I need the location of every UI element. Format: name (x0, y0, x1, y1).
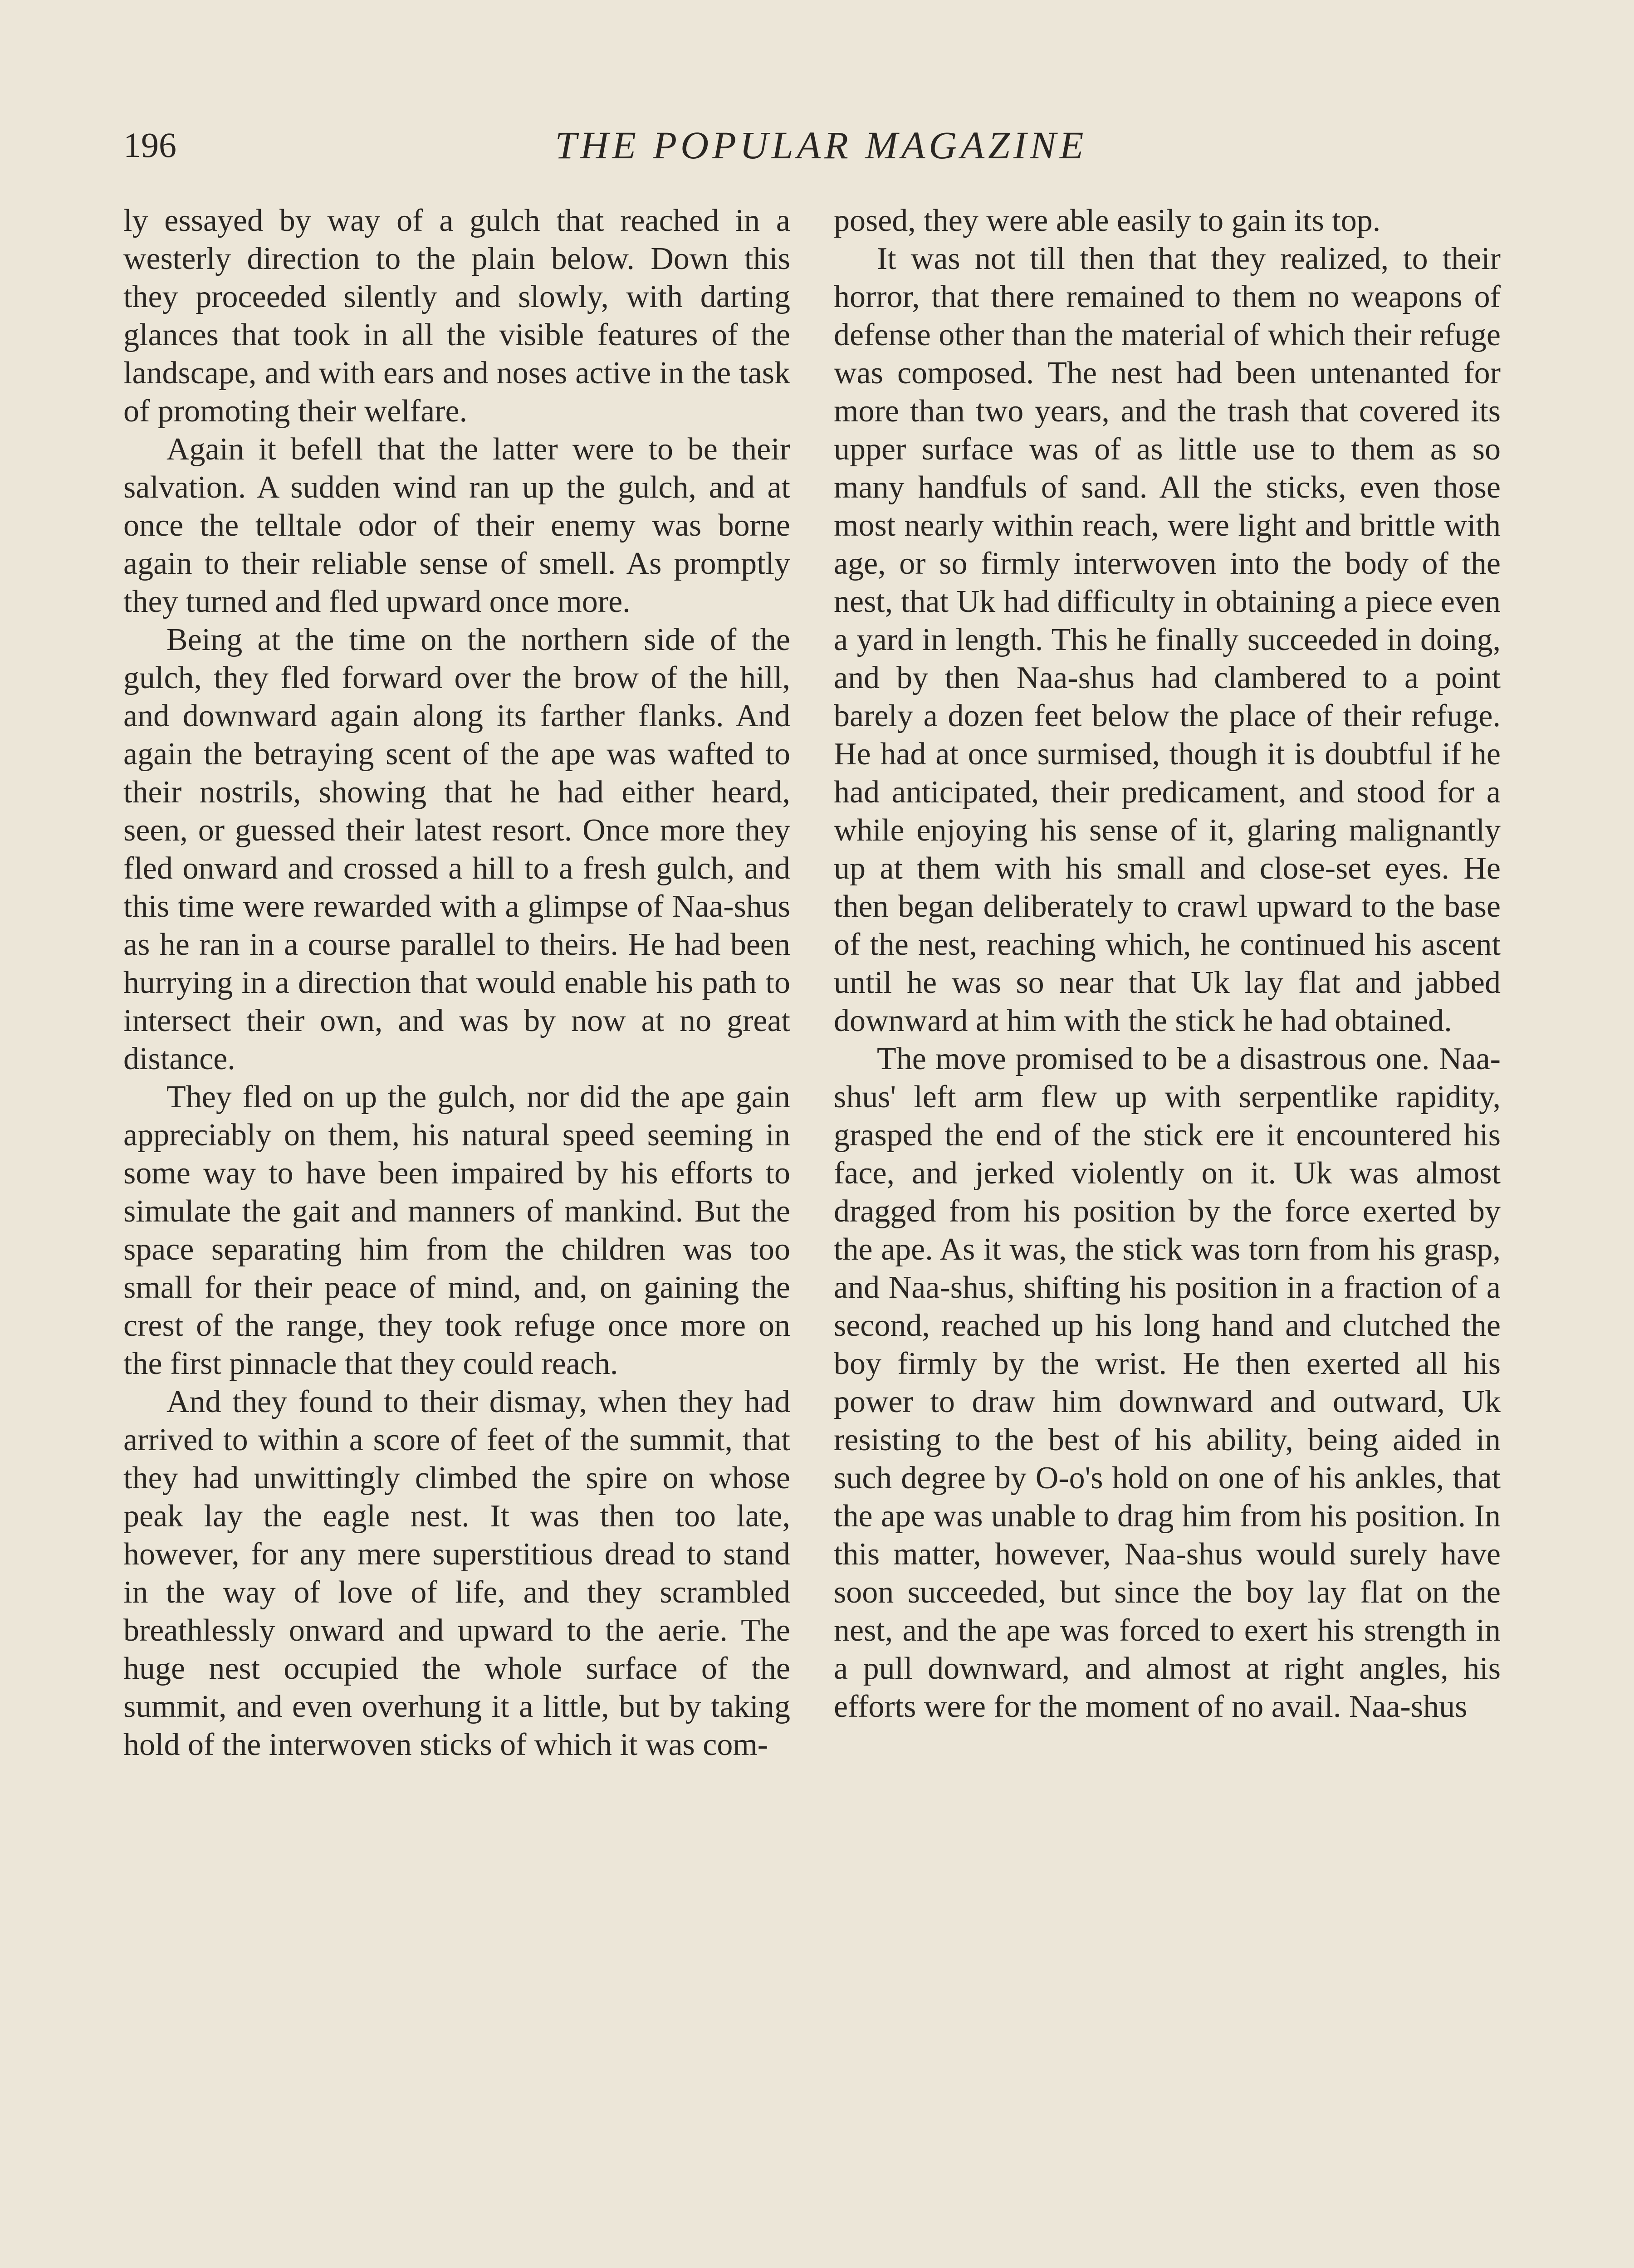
right-column (834, 202, 1501, 1726)
paragraph: The move promised to be a disastrous one. Naa-shus' left arm flew up with serpentlike rapidity, grasped the end of the stick ere it encountered his face, and jerked violently on it. Uk was almost dragged from his position by the force exerted by the ape. As it was, the stick was torn from his grasp, and Naa-shus, shifting his position in a fraction of a second, reached up his long hand and clutched the boy firmly by the wrist. He then exerted all his power to draw him downward and outward, Uk resisting to the best of his ability, being aided in such degree by O-o's hold on one of his ankles, that the ape was unable to drag him from his position. In this matter, however, Naa-shus would surely have soon succeeded, but since the boy lay flat on the nest, and the ape was forced to exert his strength in a pull downward, and almost at right angles, his efforts were for the moment of no avail. Naa-shus (834, 1041, 1501, 1724)
paragraph: posed, they were able easily to gain its top. (834, 203, 1381, 238)
paragraph: And they found to their dismay, when they had arrived to within a score of feet of the summit, that they had unwittingly climbed the spire on whose peak lay the eagle nest. It was then too late, however, for any mere superstitious dread to stand in the way of love of life, and they scrambled breathlessly onward and upward to the aerie. The huge nest occupied the whole surface of the summit, and even overhung it a little, but by taking hold of the interwoven sticks of which it was com- (123, 1384, 790, 1762)
page-header (0, 122, 1634, 177)
running-title: THE POPULAR MAGAZINE (555, 123, 1087, 167)
paragraph: ly essayed by way of a gulch that reached in a westerly direction to the plain below. Down this they proceeded silently and slowly, with darting glances that took in all the visible features of the landscape, and with ears and noses active in the task of promoting their welfare. (123, 203, 790, 429)
paragraph: Being at the time on the northern side of the gulch, they fled forward over the brow of the hill, and downward again along its farther flanks. And again the betraying scent of the ape was wafted to their nostrils, showing that he had either heard, seen, or guessed their latest resort. Once more they fled onward and crossed a hill to a fresh gulch, and this time were rewarded with a glimpse of Naa-shus as he ran in a course parallel to theirs. He had been hurrying in a direction that would enable his path to intersect their own, and was by now at no great distance. (123, 622, 790, 1076)
paragraph: It was not till then that they realized, to their horror, that there remained to them no weapons of defense other than the material of which their refuge was composed. The nest had been untenanted for more than two years, and the trash that covered its upper surface was of as little use to them as so many handfuls of sand. All the sticks, even those most nearly within reach, were light and brittle with age, or so firmly interwoven into the body of the nest, that Uk had difficulty in obtaining a piece even a yard in length. This he finally succeeded in doing, and by then Naa-shus had clambered to a point barely a dozen feet below the place of their refuge. He had at once surmised, though it is doubtful if he had anticipated, their predicament, and stood for a while enjoying his sense of it, glaring malignantly up at them with his small and close-set eyes. He then began deliberately to crawl upward to the base of the nest, reaching which, he continued his ascent until he was so near that Uk lay flat and jabbed downward at him with the stick he had obtained. (834, 241, 1501, 1038)
left-column (123, 202, 790, 1764)
paragraph: They fled on up the gulch, nor did the ape gain appreciably on them, his natural speed seeming in some way to have been impaired by his efforts to simulate the gait and manners of mankind. But the space separating him from the children was too small for their peace of mind, and, on gaining the crest of the range, they took refuge once more on the first pinnacle that they could reach. (123, 1080, 790, 1381)
page-number: 196 (123, 125, 176, 165)
paragraph: Again it befell that the latter were to be their salvation. A sudden wind ran up the gulch, and at once the telltale odor of their enemy was borne again to their reliable sense of smell. As promptly they turned and fled upward once more. (123, 432, 790, 619)
